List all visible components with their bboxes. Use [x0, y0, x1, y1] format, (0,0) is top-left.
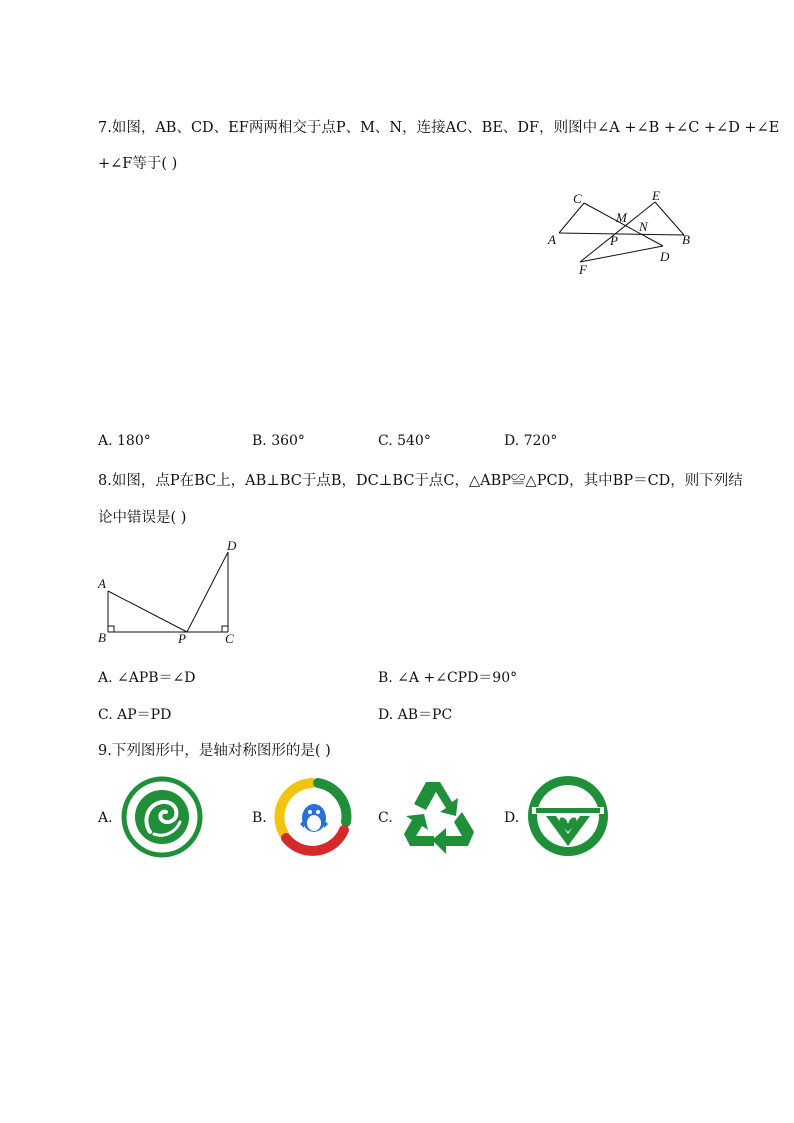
right-angle-b — [108, 626, 114, 632]
q9-option-d-label[interactable]: D. — [504, 810, 520, 826]
logo-a-swirl-icon[interactable] — [120, 776, 204, 858]
segment-df — [580, 246, 663, 262]
label-b: B — [98, 630, 106, 645]
label-d: D — [227, 538, 237, 553]
q9-option-c-label[interactable]: C. — [378, 810, 393, 826]
q9-option-b-label[interactable]: B. — [252, 810, 267, 826]
q8-option-a[interactable]: A. ∠APB＝∠D — [98, 670, 196, 686]
q9-stem: 9.下列图形中，是轴对称图形的是( ) — [98, 743, 331, 759]
label-c: C — [225, 631, 234, 646]
label-p: P — [610, 233, 618, 248]
q8-figure — [95, 535, 245, 650]
q9-option-a-label[interactable]: A. — [98, 810, 113, 826]
q7-stem-line2: +∠F等于( ) — [98, 156, 178, 172]
logo-b-penguin-icon[interactable] — [272, 776, 356, 858]
label-d: D — [660, 249, 670, 264]
label-a: A — [98, 576, 106, 591]
q8-option-d[interactable]: D. AB＝PC — [378, 707, 453, 723]
q7-option-c[interactable]: C. 540° — [378, 433, 431, 449]
q8-option-b[interactable]: B. ∠A +∠CPD＝90° — [378, 670, 518, 686]
label-n: N — [639, 219, 648, 234]
segment-ab — [559, 233, 684, 235]
segment-ac — [559, 203, 584, 233]
q8-stem-line2: 论中错误是( ) — [98, 510, 187, 526]
q8-option-c[interactable]: C. AP＝PD — [98, 707, 172, 723]
q7-stem-line1: 7.如图，AB、CD、EF两两相交于点P、M、N，连接AC、BE、DF，则图中∠A +∠B +∠C +∠D +∠E — [98, 120, 780, 136]
q7-figure — [540, 185, 710, 280]
q8-stem-line1: 8.如图，点P在BC上，AB⊥BC于点B，DC⊥BC于点C，△ABP≌△PCD，其中BP＝CD，则下列结 — [98, 473, 743, 489]
q7-option-d[interactable]: D. 720° — [504, 433, 558, 449]
q7-option-b[interactable]: B. 360° — [252, 433, 305, 449]
logo-d-leaf-icon[interactable] — [526, 774, 610, 858]
q7-option-a[interactable]: A. 180° — [98, 433, 151, 449]
label-a: A — [548, 232, 556, 247]
label-e: E — [652, 188, 660, 203]
label-p: P — [178, 631, 186, 646]
label-c: C — [573, 191, 582, 206]
label-m: M — [616, 210, 627, 225]
segment-be — [655, 202, 684, 235]
label-f: F — [579, 262, 587, 277]
segment-pd — [187, 552, 228, 632]
label-b: B — [682, 232, 690, 247]
segment-ap — [108, 591, 187, 632]
logo-c-recycle-icon[interactable] — [396, 774, 482, 858]
